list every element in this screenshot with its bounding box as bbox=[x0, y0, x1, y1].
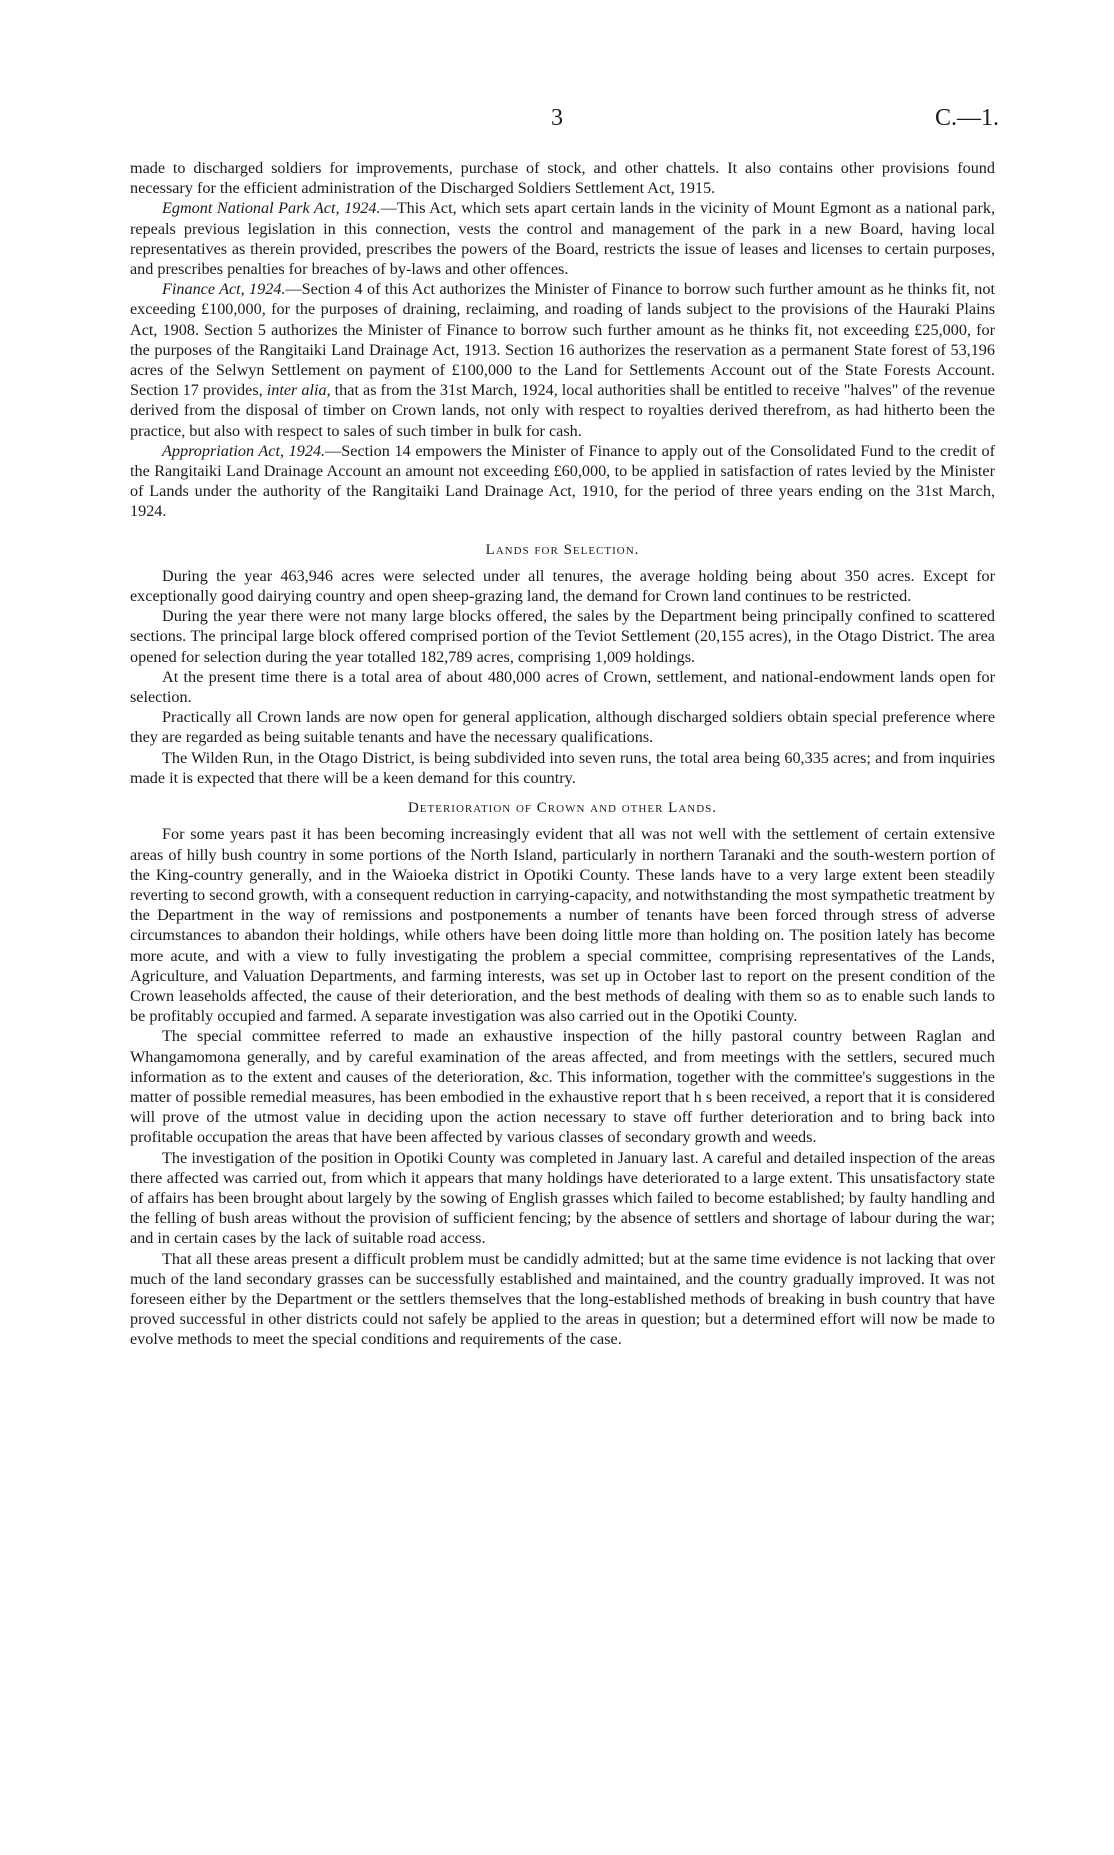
paragraph: At the present time there is a total area of about 480,000 acres of Crown, settlement, and national-endowment lands open for selection. bbox=[130, 667, 995, 707]
act-text-appropriation: —Section 14 empowers the Minister of Finance to apply out of the Consolidated Fund to the credit of the Rangitaiki Land Drainage Account an amount not exceeding £60,000, to be applied in satisfaction of rates levied by the Minister of Lands under the authority of the Rangitaiki Land Drainage Act, 1910, for the period of three years ending on the 31st March, 1924. bbox=[130, 441, 996, 521]
paragraph: During the year there were not many large blocks offered, the sales by the Department being principally confined to scattered sections. The principal large block offered comprised portion of the Teviot Settlement (20,155 acres), in the Otago District. The area opened for selection during the year totalled 182,789 acres, comprising 1,009 holdings. bbox=[130, 607, 995, 666]
act-text-finance-b: , that as from the 31st March, 1924, local authorities shall be entitled to receive "halves" of the revenue derived from the disposal of timber on Crown lands, not only with respect to royalties derived therefrom, as had hitherto been the practice, but also with respect to sales of such timber in bulk for cash. bbox=[130, 381, 995, 440]
page-reference: C.—1. bbox=[935, 105, 1000, 131]
body-text bbox=[130, 158, 995, 1350]
paragraph: During the year 463,946 acres were selected under all tenures, the average holding being about 350 acres. Except for exceptionally good dairying country and open sheep-grazing land, the demand for Crown land continues to be restricted. bbox=[130, 566, 995, 606]
paragraph-appropriation-act bbox=[130, 441, 995, 522]
paragraph: The special committee referred to made an exhaustive inspection of the hilly pastoral country between Raglan and Whangamomona generally, and by careful examination of the areas affected, and from meetings with the settlers, secured much information as to the extent and causes of the deterioration, &c. This information, together with the committee's suggestions in the matter of possible remedial measures, has been embodied in the exhaustive report that h s been received, a report that it is considered will prove of the utmost value in deciding upon the action necessary to stave off further deterioration and to bring back into profitable occupation the areas that have been affected by various classes of secondary growth and weeds. bbox=[130, 1027, 995, 1147]
paragraph-finance-act bbox=[130, 279, 995, 441]
section-heading-deterioration: Deterioration of Crown and other Lands. bbox=[407, 800, 718, 817]
act-text-finance-a: —Section 4 of this Act authorizes the Minister of Finance to borrow such further amount as he thinks fit, not exceeding £100,000, for the purposes of draining, reclaiming, and roading of lands subject to the provisions of the Hauraki Plains Act, 1908. Section 5 authorizes the Minister of Finance to borrow such further amount as he thinks fit, not exceeding £25,000, for the purposes of the Rangitaiki Land Drainage Act, 1913. Section 16 authorizes the reservation as a permanent State forest of 53,196 acres of the Selwyn Settlement on payment of £100,000 to the Land for Settlements Account out of the State Forests Account. Section 17 provides, bbox=[130, 280, 995, 400]
paragraph-continuation: made to discharged soldiers for improvements, purchase of stock, and other chattels. It also contains other provisions found necessary for the efficient administration of the Discharged Soldiers Settlement Act, 1915. bbox=[130, 159, 995, 198]
paragraph: The Wilden Run, in the Otago District, is being subdivided into seven runs, the total area being 60,335 acres; and from inquiries made it is expected that there will be a keen demand for this country. bbox=[130, 748, 995, 787]
section-heading-lands-for-selection: Lands for Selection. bbox=[485, 541, 640, 558]
act-title-finance: Finance Act, 1924. bbox=[162, 280, 286, 299]
paragraph: That all these areas present a difficult problem must be candidly admitted; but at the same time evidence is not lacking that over much of the land secondary grasses can be successfully established and maintained, and the country gradually improved. It was not foreseen either by the Department or the settlers themselves that the long-established methods of breaking in bush country that have proved successful in other districts could not safely be applied to the areas in question; but a determined effort will now be made to evolve methods to meet the special conditions and requirements of the case. bbox=[130, 1249, 995, 1349]
paragraph: Practically all Crown lands are now open for general application, although discharged soldiers obtain special preference where they are regarded as being suitable tenants and have the necessary qualifications. bbox=[130, 708, 995, 747]
act-text-egmont: —This Act, which sets apart certain lands in the vicinity of Mount Egmont as a national park, repeals previous legislation in this connection, vests the control and management of the park in a new Board, having local representatives as therein provided, prescribes the powers of the Board, restricts the issue of leases and licenses to certain purposes, and prescribes penalties for breaches of by-laws and other offences. bbox=[130, 199, 996, 279]
paragraph: For some years past it has been becoming increasingly evident that all was not well with the settlement of certain extensive areas of hilly bush country in some portions of the North Island, particularly in northern Taranaki and the south-western portion of the King-country generally, and in the Waioeka district in Opotiki County. These lands have to a very large extent been steadily reverting to second growth, with a consequent reduction in carrying-capacity, and notwithstanding the most sympathetic treatment by the Department in the way of remissions and postponements a number of tenants have been forced through stress of adverse circumstances to abandon their holdings, while others have been doing little more than holding on. The position lately has become more acute, and with a view to fully investigating the problem a special committee, comprising representatives of the Lands, Agriculture, and Valuation Departments, and farming interests, was set up in October last to report on the present condition of the Crown leaseholds affected, the cause of their deterioration, and the best methods of dealing with them so as to enable such lands to be profitably occupied and farmed. A separate investigation was also carried out in the Opotiki County. bbox=[130, 825, 995, 1026]
act-title-egmont: Egmont National Park Act, 1924. bbox=[162, 199, 381, 218]
act-title-appropriation: Appropriation Act, 1924. bbox=[162, 441, 326, 460]
page-number: 3 bbox=[551, 105, 563, 131]
paragraph-egmont-act bbox=[130, 198, 995, 279]
inter-alia-phrase: inter alia bbox=[266, 381, 327, 400]
paragraph: The investigation of the position in Opotiki County was completed in January last. A careful and detailed inspection of the areas there affected was carried out, from which it appears that many holdings have deteriorated to a large extent. This unsatisfactory state of affairs has been brought about largely by the sowing of English grasses which failed to become established; by faulty handling and the felling of bush areas without the provision of sufficient fencing; by the absence of settlers and shortage of labour during the war; and in certain cases by the lack of suitable road access. bbox=[130, 1148, 995, 1248]
